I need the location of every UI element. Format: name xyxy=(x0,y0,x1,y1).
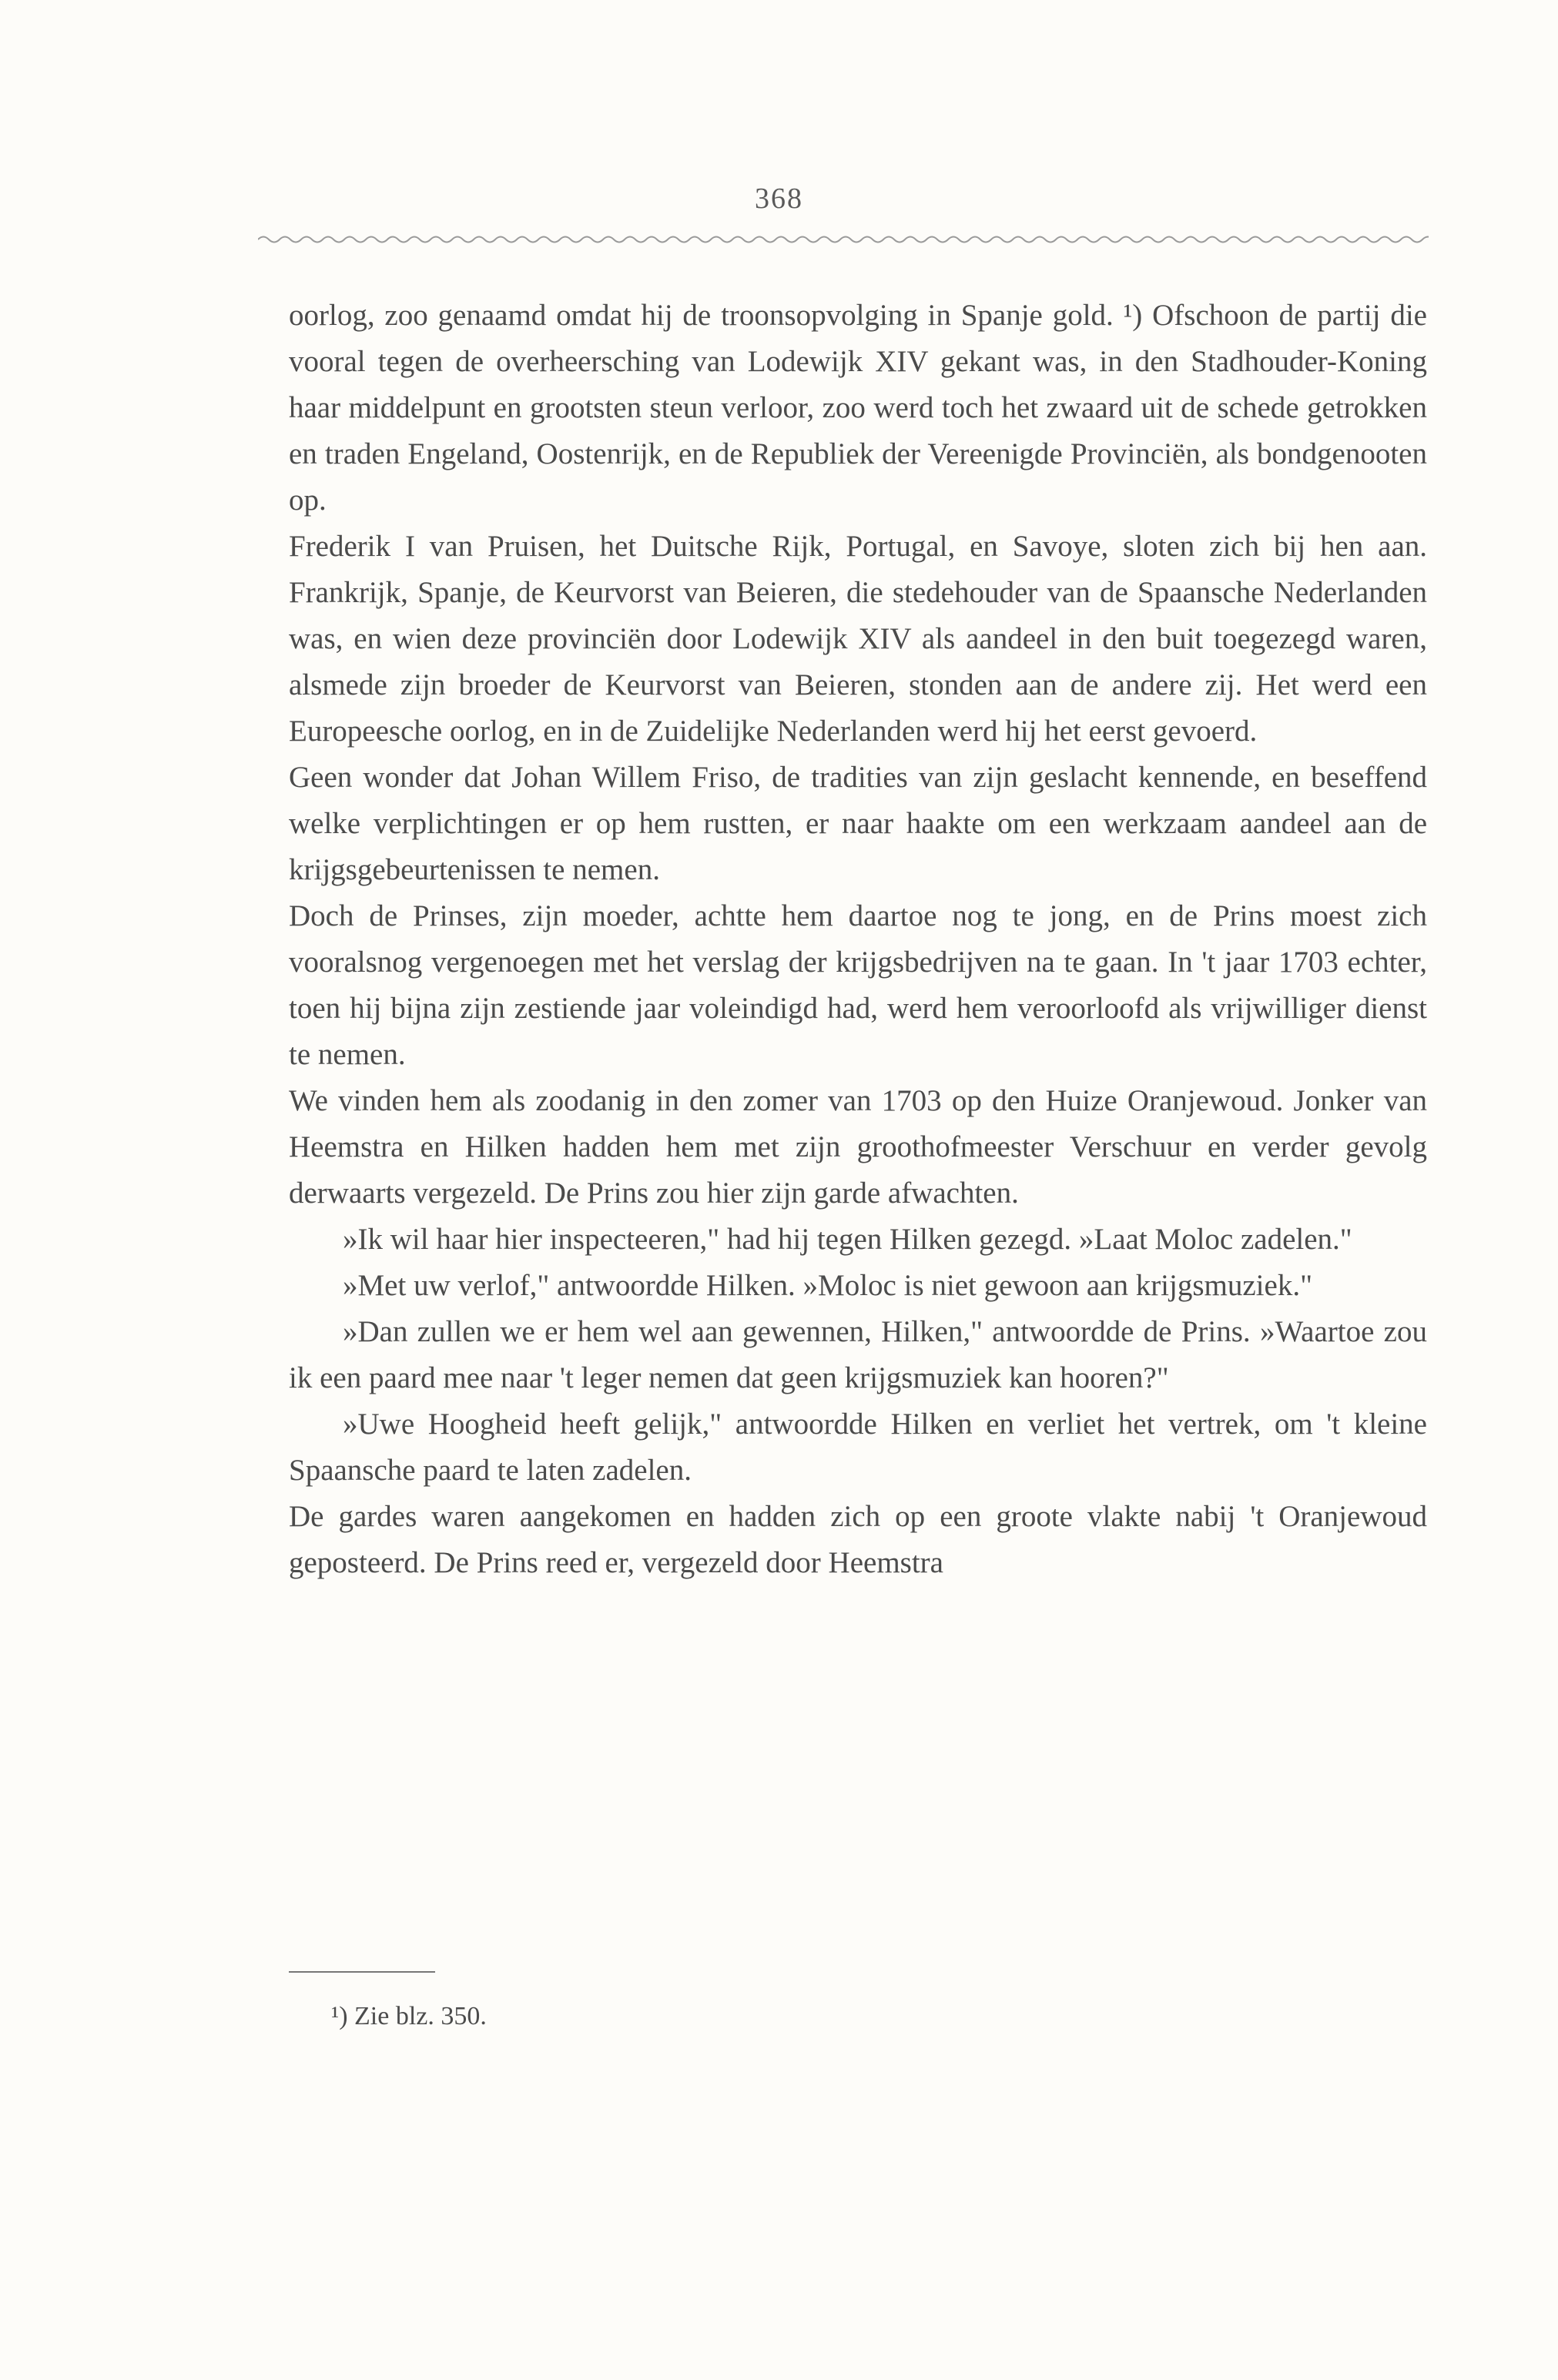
paragraph: De gardes waren aangekomen en hadden zich op een groote vlakte nabij 't Oranjewoud geposteerd. De Prins reed er, vergezeld door Heemstra xyxy=(289,1500,1427,1579)
footnote-divider xyxy=(289,1971,435,1973)
paragraph: »Uwe Hoogheid heeft gelijk," antwoordde Hilken en verliet het vertrek, om 't kleine Spaansche paard te laten zadelen. xyxy=(289,1408,1427,1487)
paragraph: We vinden hem als zoodanig in den zomer van 1703 op den Huize Oranjewoud. Jonker van Heemstra en Hilken hadden hem met zijn groothofmeester Verschuur en verder gevolg derwaarts vergezeld. De Prins zou hier zijn garde afwachten. xyxy=(289,1084,1427,1210)
page-number: 368 xyxy=(755,182,803,215)
paragraph: Doch de Prinses, zijn moeder, achtte hem daartoe nog te jong, en de Prins moest zich vooralsnog vergenoegen met het verslag der krijgsbedrijven na te gaan. In 't jaar 1703 echter, toen hij bijna zijn zestiende jaar voleindigd had, werd hem veroorloofd als vrijwilliger dienst te nemen. xyxy=(289,899,1427,1071)
footnote-marker: ¹) xyxy=(331,2002,348,2030)
footnote-text: Zie blz. 350. xyxy=(354,2002,487,2030)
paragraph: »Ik wil haar hier inspecteeren," had hij tegen Hilken gezegd. »Laat Moloc zadelen." xyxy=(343,1223,1352,1256)
paragraph: »Dan zullen we er hem wel aan gewennen, Hilken," antwoordde de Prins. »Waartoe zou ik een paard mee naar 't leger nemen dat geen krijgsmuziek kan hooren?" xyxy=(289,1315,1427,1394)
body-text xyxy=(289,293,1427,1586)
paragraph: »Met uw verlof," antwoordde Hilken. »Moloc is niet gewoon aan krijgsmuziek." xyxy=(343,1269,1312,1302)
paragraph: Geen wonder dat Johan Willem Friso, de tradities van zijn geslacht kennende, en beseffend welke verplichtingen er op hem rustten, er naar haakte om een werkzaam aandeel aan de krijgsgebeurtenissen te nemen. xyxy=(289,761,1427,886)
footnote xyxy=(331,2002,487,2031)
paragraph: oorlog, zoo genaamd omdat hij de troonsopvolging in Spanje gold. ¹) Ofschoon de partij die vooral tegen de overheersching van Lodewijk XIV gekant was, in den Stadhouder-Koning haar middelpunt en grootsten steun verloor, zoo werd toch het zwaard uit de schede getrokken en traden Engeland, Oostenrijk, en de Republiek der Vereenigde Provinciën, als bondgenooten op. xyxy=(289,299,1427,517)
paragraph: Frederik I van Pruisen, het Duitsche Rijk, Portugal, en Savoye, sloten zich bij hen aan. Frankrijk, Spanje, de Keurvorst van Beieren, die stedehouder van de Spaansche Nederlanden was, en wien deze provinciën door Lodewijk XIV als aandeel in den buit toegezegd waren, alsmede zijn broeder de Keurvorst van Beieren, stonden aan de andere zij. Het werd een Europeesche oorlog, en in de Zuidelijke Nederlanden werd hij het eerst gevoerd. xyxy=(289,530,1427,748)
wavy-rule-ornament xyxy=(258,231,1429,248)
